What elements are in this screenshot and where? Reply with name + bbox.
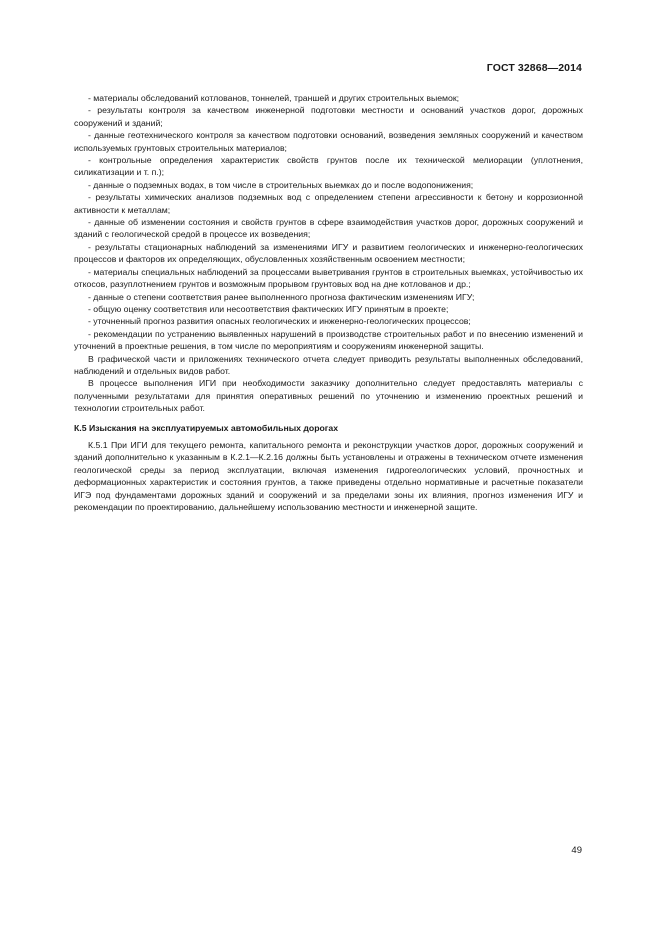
- page-number: 49: [571, 845, 582, 856]
- list-item: - результаты контроля за качеством инженерной подготовки местности и оснований участков дорог, дорожных сооружений и зданий;: [74, 105, 583, 128]
- section-paragraph: К.5.1 При ИГИ для текущего ремонта, капитального ремонта и реконструкции участков дорог, дорожных сооружений и зданий дополнительно к указанным в К.2.1—К.2.16 должны быть установлены и отражены в техническом отчете изменения геологической среды за период эксплуатации, включая изменения гидрогеологических условий, прочностных и деформационных характеристик и состояния грунтов, а также приведены отдельно нормативные и расчетные показатели ИГЭ под фундаментами дорожных зданий и сооружений и за пределами зоны их влияния, прогноз изменения ИГУ и рекомендации по проектированию, дальнейшему использованию местности и инженерной защите.: [74, 439, 583, 512]
- body-paragraph: В процессе выполнения ИГИ при необходимости заказчику дополнительно следует предоставлять материалы с полученными результатами для принятия оперативных решений по уточнению и изменению проектных решений и технологии строительных работ.: [74, 378, 583, 414]
- list-item: - материалы обследований котлованов, тоннелей, траншей и других строительных выемок;: [88, 93, 460, 103]
- list-item: - данные об изменении состояния и свойств грунтов в сфере взаимодействия участков дорог, дорожных сооружений и зданий с геологической средой в процессе их возведения;: [74, 217, 583, 240]
- list-item: - уточненный прогноз развития опасных геологических и инженерно-геологических процессов;: [88, 316, 471, 327]
- section-heading: К.5 Изыскания на эксплуатируемых автомобильных дорогах: [74, 422, 339, 433]
- list-item: - данные о степени соответствия ранее выполненного прогноза фактическим изменениям ИГУ;: [88, 291, 475, 302]
- list-item: - рекомендации по устранению выявленных нарушений в производстве строительных работ и по внесению изменений и уточнений в проектные решения, в том числе по мероприятиям и сооружениям инженерной защиты.: [74, 328, 583, 352]
- list-item: - данные о подземных водах, в том числе в строительных выемках до и после водопонижения;: [88, 179, 474, 190]
- body-paragraph: В графической части и приложениях технического отчета следует приводить результаты выполненных обследований, наблюдений и отдельных видов работ.: [74, 353, 583, 376]
- list-item: - данные геотехнического контроля за качеством подготовки оснований, возведения земляных сооружений и качеством используемых грунтовых строительных материалов;: [74, 130, 583, 153]
- list-item: - материалы специальных наблюдений за процессами выветривания грунтов в строительных выемках, устойчивостью их откосов, разуплотнением грунтов и возможным прорывом грунтовых вод на дне котлованов и др.;: [74, 266, 583, 290]
- list-item: - результаты стационарных наблюдений за изменениями ИГУ и развитием геологических и инженерно-геологических процессов и факторов их определяющих, обусловленных хозяйственным освоением местности;: [74, 241, 583, 265]
- document-header: ГОСТ 32868—2014: [486, 62, 582, 74]
- list-item: - общую оценку соответствия или несоответствия фактических ИГУ принятым в проекте;: [88, 303, 449, 314]
- page-body: [74, 92, 583, 513]
- list-item: - контрольные определения характеристик свойств грунтов после их технической мелиорации (уплотнения, силикатизации и т. п.);: [74, 155, 583, 178]
- list-item: - результаты химических анализов подземных вод с определением степени агрессивности к бетону и коррозионной активности к металлам;: [74, 192, 583, 215]
